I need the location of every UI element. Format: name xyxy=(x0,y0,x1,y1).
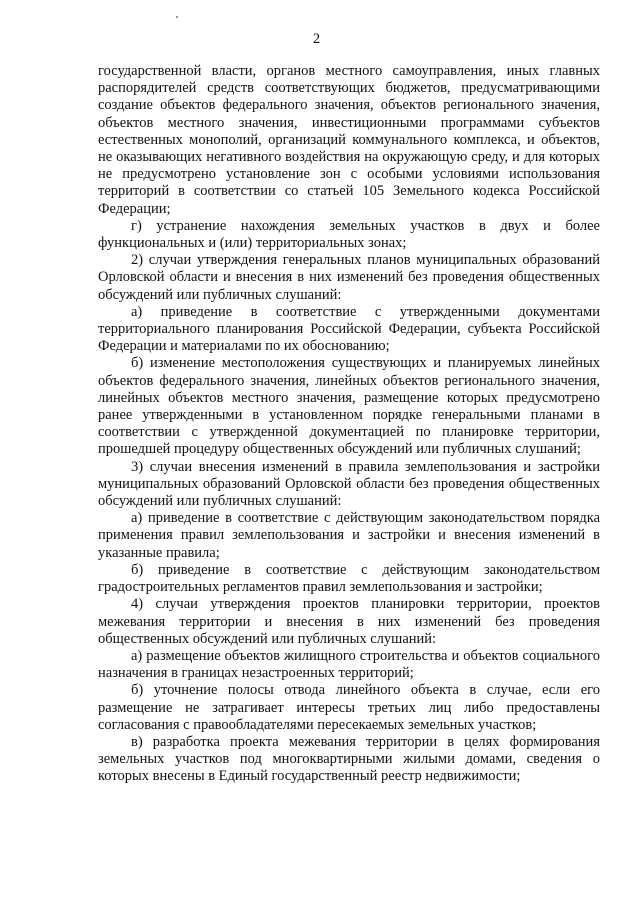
paragraph-item-1-g: г) устранение нахождения земельных участков в двух и более функциональных и (или) территориальных зонах; xyxy=(98,217,600,252)
paragraph-item-3: 3) случаи внесения изменений в правила землепользования и застройки муниципальных образований Орловской области без проведения общественных обсуждений или публичных слушаний: xyxy=(98,458,600,510)
page-number: 2 xyxy=(312,31,321,47)
scan-speck xyxy=(176,16,178,18)
paragraph-item-2-b: б) изменение местоположения существующих и планируемых линейных объектов федерального значения, линейных объектов регионального значения, линейных объектов местного значения, размещение которых предусмотрено ранее утвержденными в установленном порядке генеральными планами в соответствии с утвержденной документацией по планировке территории, прошедшей процедуру общественных обсуждений или публичных слушаний; xyxy=(98,355,600,458)
paragraph-item-4: 4) случаи утверждения проектов планировки территории, проектов межевания территории и внесения в них изменений без проведения общественных обсуждений или публичных слушаний: xyxy=(98,596,600,647)
paragraph-item-2-a: а) приведение в соответствие с утвержденными документами территориального планирования Российской Федерации, субъекта Российской Федерации и материалами по их обоснованию; xyxy=(98,303,600,355)
paragraph-item-4-b: б) уточнение полосы отвода линейного объекта в случае, если его размещение не затрагивает интересы третьих лиц либо предоставлены согласования с правообладателями пересекаемых земельных участков; xyxy=(98,682,600,733)
paragraph-item-2: 2) случаи утверждения генеральных планов муниципальных образований Орловской области и внесения в них изменений без проведения общественных обсуждений или публичных слушаний: xyxy=(98,252,600,303)
paragraph-continuation: государственной власти, органов местного самоуправления, иных главных распорядителей средств соответствующих бюджетов, предусматривающими создание объектов федерального значения, объектов регионального значения, объектов местного значения, инвестиционными программами субъектов естественных монополий, организаций коммунального комплекса, и объектов, не оказывающих негативного воздействия на окружающую среду, и для которых не предусмотрено установление зон с особыми условиями использования территорий в соответствии со статьей 105 Земельного кодекса Российской Федерации; xyxy=(98,63,600,217)
paragraph-item-4-a: а) размещение объектов жилищного строительства и объектов социального назначения в границах незастроенных территорий; xyxy=(98,647,600,682)
paragraph-item-4-v: в) разработка проекта межевания территории в целях формирования земельных участков под многоквартирными жилыми домами, сведения о которых внесены в Единый государственный реестр недвижимости; xyxy=(98,733,600,785)
document-body xyxy=(98,63,600,786)
paragraph-item-3-b: б) приведение в соответствие с действующим законодательством градостроительных регламентов правил землепользования и застройки; xyxy=(98,561,600,596)
paragraph-item-3-a: а) приведение в соответствие с действующим законодательством порядка применения правил землепользования и застройки и внесения изменений в указанные правила; xyxy=(98,510,600,561)
